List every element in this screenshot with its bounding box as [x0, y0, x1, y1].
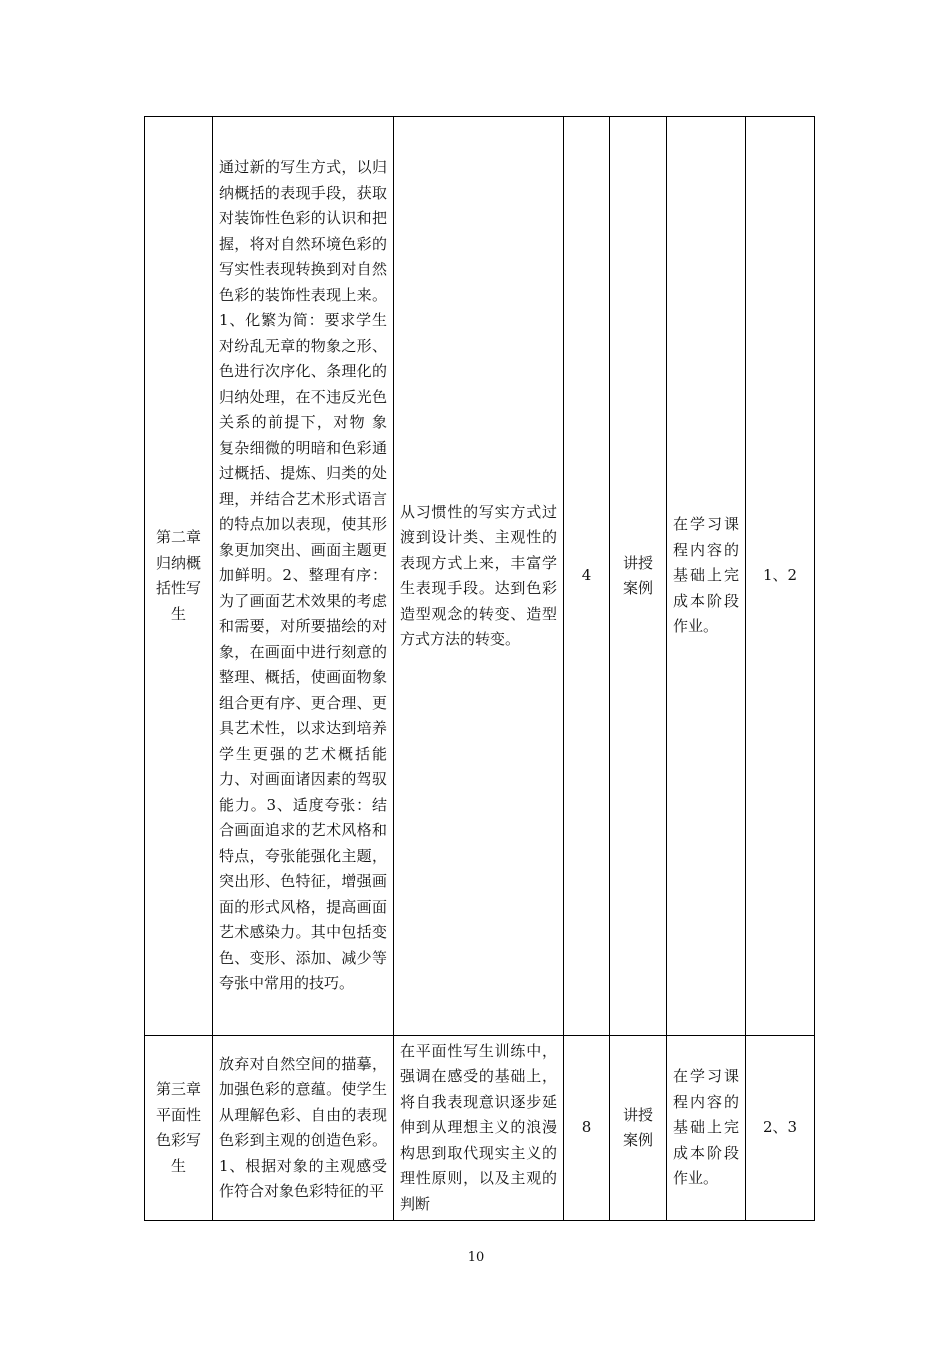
- method-cell: 讲授案例: [610, 1036, 667, 1221]
- assignment-cell: 在学习课程内容的基础上完成本阶段作业。: [667, 117, 746, 1036]
- page-number: 10: [467, 1250, 485, 1265]
- chapter-cell: 第三章平面性色彩写生: [145, 1036, 213, 1221]
- reference-cell: 2、3: [746, 1036, 815, 1221]
- syllabus-table: [144, 116, 815, 1221]
- hours-cell: 8: [564, 1036, 610, 1221]
- table-row: [145, 117, 815, 1036]
- reference-cell: 1、2: [746, 117, 815, 1036]
- method-cell: 讲授案例: [610, 117, 667, 1036]
- content-cell: 通过新的写生方式，以归纳概括的表现手段，获取对装饰性色彩的认识和把握，将对自然环境色彩的写实性表现转换到对自然色彩的装饰性表现上来。1、化繁为简：要求学生对纷乱无章的物象之形、色进行次序化、条理化的归纳处理，在不违反光色关系的前提下，对物 象复杂细微的明暗和色彩通过概括、提炼、归类的处理，并结合艺术形式语言的特点加以表现，使其形象更加突出、画面主题更加鲜明。2、整理有序：为了画面艺术效果的考虑和需要，对所要描绘的对象，在画面中进行刻意的整理、概括，使画面物象组合更有序、更合理、更具艺术性，以求达到培养学生更强的艺术概括能力、对画面诸因素的驾驭能力。3、适度夸张：结合画面追求的艺术风格和特点，夸张能强化主题，突出形、色特征，增强画面的形式风格，提高画面艺术感染力。其中包括变色、变形、添加、减少等夸张中常用的技巧。: [213, 117, 394, 1036]
- goal-cell: 从习惯性的写实方式过渡到设计类、主观性的表现方式上来，丰富学生表现手段。达到色彩造型观念的转变、造型方式方法的转变。: [394, 117, 564, 1036]
- assignment-cell: 在学习课程内容的基础上完成本阶段作业。: [667, 1036, 746, 1221]
- table-row: [145, 1036, 815, 1221]
- chapter-cell: 第二章归纳概括性写生: [145, 117, 213, 1036]
- hours-cell: 4: [564, 117, 610, 1036]
- content-cell: 放弃对自然空间的描摹，加强色彩的意蕴。使学生从理解色彩、自由的表现色彩到主观的创造色彩。1、根据对象的主观感受作符合对象色彩特征的平: [213, 1036, 394, 1221]
- goal-cell: 在平面性写生训练中，强调在感受的基础上，将自我表现意识逐步延伸到从理想主义的浪漫构思到取代现实主义的理性原则，以及主观的判断: [394, 1036, 564, 1221]
